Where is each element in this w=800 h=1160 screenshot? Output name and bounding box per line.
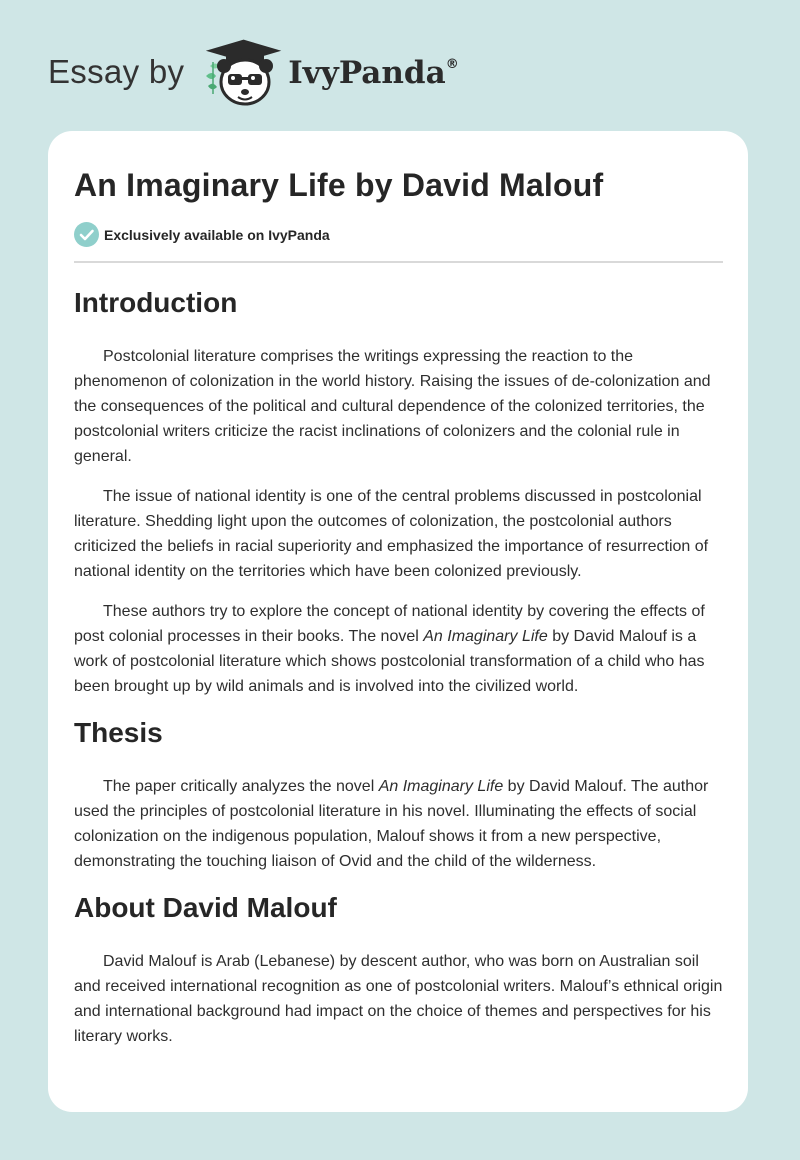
site-header [48,36,459,108]
registered-mark: ® [445,57,459,72]
brand-name: IvyPanda [288,55,446,91]
essay-by-label: Essay by [48,53,185,90]
about-paragraph-1: David Malouf is Arab (Lebanese) by descent author, who was born on Australian soil and received international recognition as one of postcolonial writers. Malouf’s ethnical origin and international background had impact on the choice of themes and perspectives for his literary works. [74,953,723,1045]
exclusive-badge-label: Exclusively available on IvyPanda [104,226,330,243]
article-card [48,131,748,1112]
brand-logo[interactable] [288,55,458,91]
title-divider [74,261,723,263]
exclusive-badge [74,222,330,247]
panda-graduate-icon[interactable] [200,36,286,108]
article-body [74,281,724,1049]
text-run: These authors try to explore the concept of national identity by covering the effects of post colonial processes in their books. The novel [74,603,705,645]
article-title: An Imaginary Life by David Malouf [74,167,604,203]
heading-about-david-malouf: About David Malouf [74,892,337,923]
heading-introduction: Introduction [74,287,238,318]
text-run: The paper critically analyzes the novel [103,778,379,795]
heading-thesis: Thesis [74,717,163,748]
novel-title: An Imaginary Life [378,778,504,795]
novel-title: An Imaginary Life [423,628,548,645]
intro-paragraph-2: The issue of national identity is one of the central problems discussed in postcolonial literature. Shedding light upon the outcomes of colonization, the postcolonial authors criticized the beliefs in racial superiority and emphasized the importance of resurrection of national identity on the territories which have been colonized previously. [74,488,709,580]
thesis-paragraph-1 [74,774,724,874]
check-circle-icon [74,222,99,247]
text-run: by David Malouf. The author used the principles of postcolonial literature in his novel. Illuminating the effects of social colonization on the indigenous population, Malouf shows it from a new perspective, demonstrating the touching liaison of Ovid and the child of the wilderness. [74,778,709,870]
intro-paragraph-1: Postcolonial literature comprises the writings expressing the reaction to the phenomenon of colonization in the world history. Raising the issues of de-colonization and the consequences of the political and cultural dependence of the colonized territories, the postcolonial writers criticize the racist inclinations of colonizers and the colonial rule in general. [74,348,711,465]
intro-paragraph-3 [74,599,724,699]
text-run: by David Malouf is a work of postcolonial literature which shows postcolonial transformation of a child who has been brought up by wild animals and is involved into the civilized world. [74,628,705,695]
